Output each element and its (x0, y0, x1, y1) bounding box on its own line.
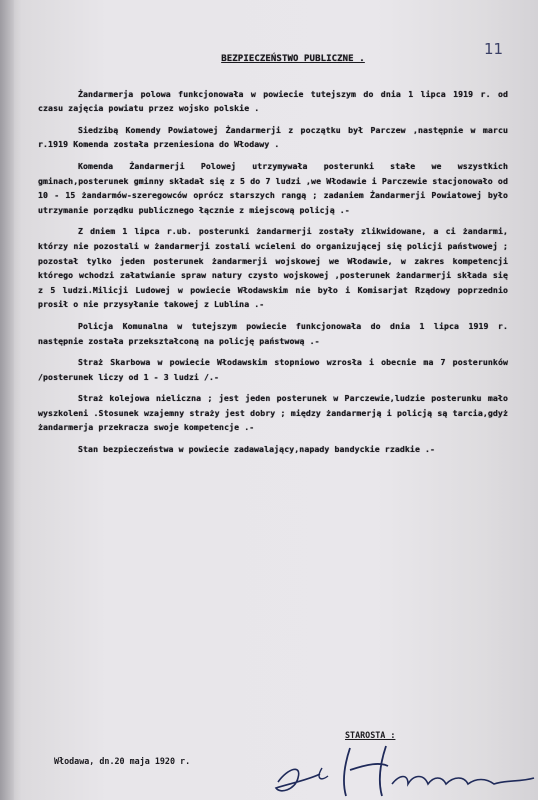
paragraph-7: Straż kolejowa nieliczna ; jest jeden posterunek w Parczewie,ludzie posterunku mało wyszkoleni .Stosunek wzajemny straży jest dobry ; między żandarmerją i policją są tarcia,gdyż żandarmerja przekracza swoje kompetencje .- (38, 393, 508, 433)
place-date: Włodawa, dn.20 maja 1920 r. (54, 756, 191, 766)
paragraph-1: Żandarmerja polowa funkcjonowała w powiecie tutejszym do dnia 1 lipca 1919 r. od czasu zajęcia powiatu przez wojsko polskie . (38, 88, 508, 114)
document-title: BEZPIECZEŃSTWO PUBLICZNE . (221, 54, 365, 64)
paragraph-5: Policja Komunalna w tutejszym powiecie funkcjonowała do dnia 1 lipca 1919 r. następnie została przekształconą na policję państwową .- (38, 320, 508, 346)
paragraph-4: Z dniem 1 lipca r.ub. posterunki żandarmerji zostały zlikwidowane, a ci żandarmi, którzy nie pozostali w żandarmerji zostali wcieleni do organizującej się policji państwowej ; pozostał tylko jeden posterunek żandarmerji wojskowej we Włodawie, w zakres kompetencji którego wchodzi załatwianie spraw natury czysto wojskowej ,posterunek żandarmerji składa się z 5 ludzi.Milicji Ludowej w powiecie Włodawskim nie było i Komisarjat Rządowy poprzednio prosił o nie przysyłanie takowej z Lublina .- (38, 226, 508, 310)
paragraph-6: Straż Skarbowa w powiecie Włodawskim stopniowo wzrosła i obecnie ma 7 posterunków /posterunek liczy od 1 - 3 ludzi /.- (38, 357, 508, 382)
paragraph-2: Siedzibą Komendy Powiatowej Żandarmerji z początku był Parczew ,następnie w marcu r.1919 Komenda została przeniesiona do Włodawy . (38, 124, 508, 150)
paragraph-8: Stan bezpieczeństwa w powiecie zadawalający,napady bandyckie rzadkie .- (78, 444, 436, 455)
paragraph-3: Komenda Żandarmerji Polowej utrzymywała posterunki stałe we wszystkich gminach,posterunek gminny składał się z 5 do 7 ludzi ,we Włodawie i Parczewie stacjonowało od 10 - 15 żandarmów-szeregowców oprócz starszych rangą ; zadaniem Żandarmerji Powiatowej było utrzymanie porządku publicznego łącznie z miejscową policją .- (38, 160, 508, 215)
page-binding-edge (0, 0, 14, 800)
handwritten-signature (258, 738, 538, 800)
page-number: 11 (484, 40, 504, 58)
signature-label: STAROSTA : (345, 730, 396, 740)
typed-text-block (38, 52, 508, 464)
